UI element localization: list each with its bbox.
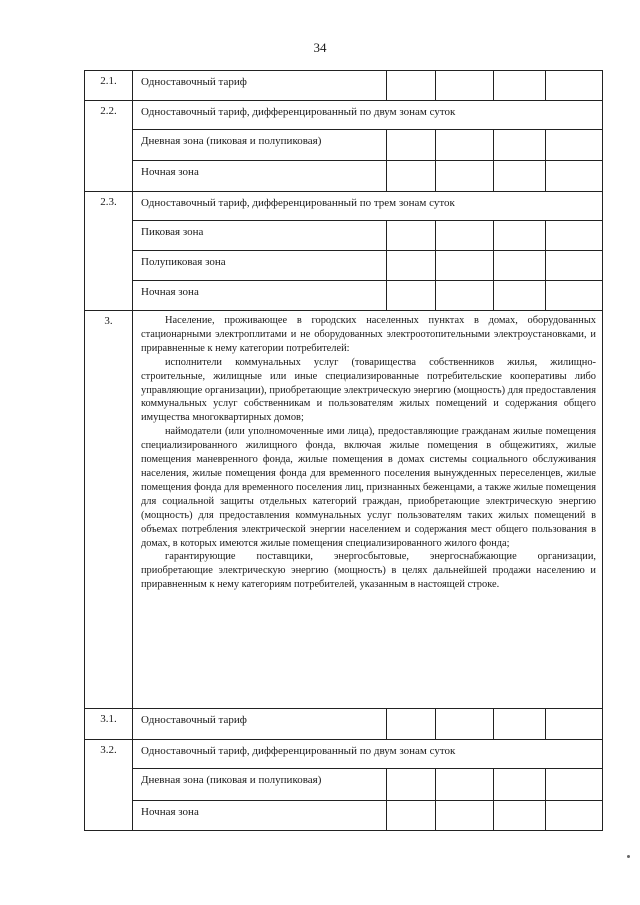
- value-cell: [387, 801, 436, 831]
- table-row: [85, 221, 603, 251]
- table-row: [85, 101, 603, 130]
- description-paragraph: Население, проживающее в городских населенных пунктах в домах, оборудованных стационарными электроплитами и не оборудованных электроотопительными электроустановками, и приравненные к нему категории потребителей:: [141, 315, 596, 354]
- description-paragraph: наймодатели (или уполномоченные ими лица), предоставляющие гражданам жилые помещения специализированного жилищного фонда, включая жилые помещения в общежитиях, жилые помещения маневренного фонда, жилые помещения в домах системы социального обслуживания населения, жилые помещения фонда для временного поселения вынужденных переселенцев, жилые помещения фонда для временного поселения лиц, признанных беженцами, а также жилые помещения для социальной защиты отдельных категорий граждан, приобретающие электрическую энергию (мощность) для предоставления коммунальных услуг пользователям таких жилых помещений в объемах потребления электрической энергии населением и содержания мест общего пользования в домах, в которых имеются жилые помещения специализированного жилого фонда;: [141, 426, 596, 549]
- description-paragraph: исполнители коммунальных услуг (товарищества собственников жилья, жилищно-строительные, жилищные или иные специализированные потребительские кооперативы либо управляющие организации), приобретающие электрическую энергию (мощность) для предоставления коммунальных услуг собственникам и пользователям жилых помещений и содержания общего имущества многоквартирных домов;: [141, 356, 596, 424]
- value-cell: [546, 801, 603, 831]
- value-cell: [494, 801, 546, 831]
- tariff-name: Одноставочный тариф: [133, 71, 387, 101]
- value-cell: [436, 221, 494, 251]
- value-cell: [436, 709, 494, 740]
- description-paragraph: гарантирующие поставщики, энергосбытовые, энергоснабжающие организации, приобретающие электрическую энергию (мощность) в целях дальнейшей продажи населению и приравненным к нему категориям потребителей, указанным в настоящей строке.: [141, 551, 596, 591]
- value-cell: [387, 769, 436, 801]
- tariff-name: Одноставочный тариф, дифференцированный по трем зонам суток: [133, 192, 603, 221]
- table-row: [85, 251, 603, 281]
- table-row: [85, 71, 603, 101]
- value-cell: [546, 221, 603, 251]
- zone-name: Ночная зона: [133, 281, 387, 311]
- row-number: 3.: [85, 311, 133, 709]
- value-cell: [436, 130, 494, 161]
- value-cell: [436, 769, 494, 801]
- tariff-table: [84, 70, 603, 831]
- value-cell: [436, 71, 494, 101]
- zone-name: Ночная зона: [133, 161, 387, 192]
- page-number: 34: [313, 40, 327, 55]
- row-number: 3.2.: [85, 740, 133, 831]
- table-row: [85, 769, 603, 801]
- table-row: [85, 281, 603, 311]
- value-cell: [546, 130, 603, 161]
- value-cell: [546, 251, 603, 281]
- value-cell: [546, 161, 603, 192]
- table-row: [85, 192, 603, 221]
- zone-name: Дневная зона (пиковая и полупиковая): [133, 130, 387, 161]
- value-cell: [546, 709, 603, 740]
- value-cell: [494, 251, 546, 281]
- value-cell: [387, 161, 436, 192]
- value-cell: [387, 71, 436, 101]
- value-cell: [494, 130, 546, 161]
- scan-dot-mark: [627, 855, 630, 858]
- row-number: 3.1.: [85, 709, 133, 740]
- value-cell: [546, 769, 603, 801]
- value-cell: [546, 71, 603, 101]
- table-row: [85, 709, 603, 740]
- value-cell: [546, 281, 603, 311]
- row-number: 2.3.: [85, 192, 133, 311]
- value-cell: [494, 71, 546, 101]
- value-cell: [387, 130, 436, 161]
- zone-name: Полупиковая зона: [133, 251, 387, 281]
- row-number: 2.1.: [85, 71, 133, 101]
- value-cell: [387, 709, 436, 740]
- tariff-name: Одноставочный тариф: [133, 709, 387, 740]
- value-cell: [494, 281, 546, 311]
- table-row: [85, 740, 603, 769]
- zone-name: Пиковая зона: [133, 221, 387, 251]
- zone-name: Ночная зона: [133, 801, 387, 831]
- table-row: [85, 311, 603, 709]
- zone-name: Дневная зона (пиковая и полупиковая): [133, 769, 387, 801]
- value-cell: [436, 801, 494, 831]
- value-cell: [494, 221, 546, 251]
- value-cell: [387, 221, 436, 251]
- row-number: 2.2.: [85, 101, 133, 192]
- value-cell: [494, 769, 546, 801]
- table-row: [85, 130, 603, 161]
- category-description: [133, 311, 603, 709]
- value-cell: [494, 709, 546, 740]
- value-cell: [436, 281, 494, 311]
- table-row: [85, 801, 603, 831]
- value-cell: [436, 161, 494, 192]
- value-cell: [387, 281, 436, 311]
- value-cell: [494, 161, 546, 192]
- value-cell: [387, 251, 436, 281]
- tariff-name: Одноставочный тариф, дифференцированный по двум зонам суток: [133, 740, 603, 769]
- value-cell: [436, 251, 494, 281]
- table-row: [85, 161, 603, 192]
- tariff-name: Одноставочный тариф, дифференцированный по двум зонам суток: [133, 101, 603, 130]
